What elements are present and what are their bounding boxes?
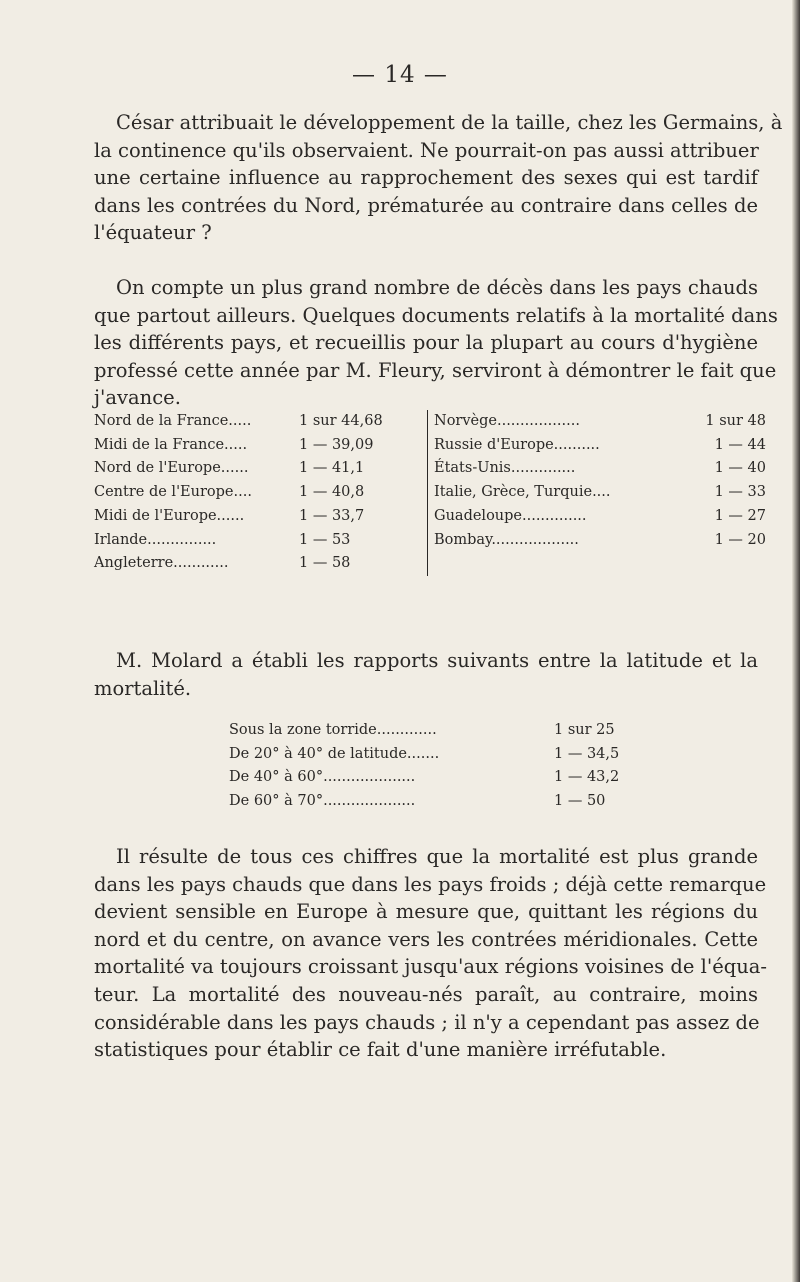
latitude-label: Sous la zone torride.............: [229, 722, 437, 738]
paragraph-3: [94, 647, 758, 702]
mortality-value: 1 sur 44,68: [299, 413, 383, 429]
region-label: Midi de l'Europe......: [94, 507, 245, 524]
paragraph-line: dans les contrées du Nord, prématurée au contraire dans celles de: [94, 193, 758, 217]
paragraph-line: j'avance.: [94, 386, 181, 410]
mortality-value: 1 — 40,8: [299, 484, 365, 501]
paragraph-line: que partout ailleurs. Quelques documents relatifs à la mortalité dans: [94, 303, 778, 327]
country-label: États-Unis..............: [428, 457, 705, 481]
paragraph-line: devient sensible en Europe à mesure que, quittant les régions du: [94, 900, 758, 924]
table-row: [94, 505, 766, 529]
region-label: Nord de la France.....: [94, 413, 252, 429]
table-row: [229, 743, 654, 767]
mortality-value: 1 — 50: [554, 793, 606, 810]
paragraph-line: Il résulte de tous ces chiffres que la mortalité est plus grande: [116, 845, 758, 868]
table-row: [94, 434, 766, 458]
table-row: [229, 719, 654, 743]
region-label: Irlande...............: [94, 531, 217, 548]
paragraph-line: dans les pays chauds que dans les pays froids ; déjà cette remarque: [94, 872, 767, 896]
paragraph-line: mortalité.: [94, 676, 192, 700]
mortality-value: [704, 552, 766, 576]
table-row: [94, 410, 766, 434]
mortality-value: 1 — 33: [714, 484, 766, 501]
mortality-value: 1 — 40: [714, 460, 766, 477]
page-number: — 14 —: [352, 62, 448, 88]
mortality-by-latitude-table: [229, 719, 654, 814]
mortality-value: 1 — 39,09: [299, 436, 374, 453]
paragraph-line: César attribuait le développement de la taille, chez les Germains, à: [116, 111, 783, 134]
region-label: Nord de l'Europe......: [94, 460, 249, 477]
mortality-value: 1 — 44: [714, 436, 766, 453]
paragraph-line: nord et du centre, on avance vers les contrées méridionales. Cette: [94, 927, 758, 951]
latitude-label: De 60° à 70°....................: [229, 793, 416, 810]
paragraph-line: On compte un plus grand nombre de décès dans les pays chauds: [116, 276, 758, 299]
table-row: [94, 457, 766, 481]
table-row: [229, 790, 654, 814]
table-row: [229, 766, 654, 790]
paragraph-1: [94, 109, 783, 247]
paragraph-line: teur. La mortalité des nouveau-nés paraît, au contraire, moins: [94, 982, 758, 1006]
latitude-label: De 20° à 40° de latitude.......: [229, 745, 440, 762]
mortality-value: 1 — 43,2: [554, 769, 620, 786]
paragraph-2: [94, 274, 778, 412]
region-label: Midi de la France.....: [94, 436, 248, 453]
paragraph-line: mortalité va toujours croissant jusqu'aux régions voisines de l'équa-: [94, 955, 767, 979]
mortality-value: 1 — 41,1: [299, 460, 365, 477]
country-label: [428, 552, 705, 576]
table-row: [94, 481, 766, 505]
mortality-value: 1 — 27: [714, 507, 766, 524]
paragraph-line: l'équateur ?: [94, 221, 212, 245]
paragraph-line: la continence qu'ils observaient. Ne pourrait-on pas aussi attribuer: [94, 138, 759, 162]
paragraph-line: M. Molard a établi les rapports suivants entre la latitude et la: [116, 649, 758, 672]
country-label: Italie, Grèce, Turquie....: [428, 481, 705, 505]
mortality-value: 1 sur 25: [554, 722, 615, 738]
latitude-label: De 40° à 60°....................: [229, 769, 416, 786]
mortality-value: 1 — 20: [714, 531, 766, 548]
mortality-value: 1 — 33,7: [299, 507, 365, 524]
page-edge-shadow: [792, 0, 800, 1282]
country-label: Bombay...................: [428, 529, 705, 553]
country-label: Norvège..................: [428, 410, 705, 434]
paragraph-line: statistiques pour établir ce fait d'une manière irréfutable.: [94, 1038, 667, 1062]
region-label: Angleterre............: [94, 555, 229, 572]
country-label: Russie d'Europe..........: [428, 434, 705, 458]
country-label: Guadeloupe..............: [428, 505, 705, 529]
mortality-value: 1 — 58: [299, 555, 351, 572]
paragraph-line: les différents pays, et recueillis pour la plupart au cours d'hygiène: [94, 331, 758, 355]
mortality-value: 1 — 34,5: [554, 745, 620, 762]
mortality-value: 1 sur 48: [705, 413, 766, 429]
mortality-by-country-table: [94, 410, 766, 576]
paragraph-line: considérable dans les pays chauds ; il n'y a cependant pas assez de: [94, 1010, 760, 1034]
paragraph-line: une certaine influence au rapprochement des sexes qui est tardif: [94, 166, 758, 190]
mortality-value: 1 — 53: [299, 531, 351, 548]
paragraph-line: professé cette année par M. Fleury, serviront à démontrer le fait que: [94, 358, 777, 382]
table-row: [94, 529, 766, 553]
paragraph-4: [94, 843, 767, 1064]
table-row: [94, 552, 766, 576]
region-label: Centre de l'Europe....: [94, 484, 252, 501]
